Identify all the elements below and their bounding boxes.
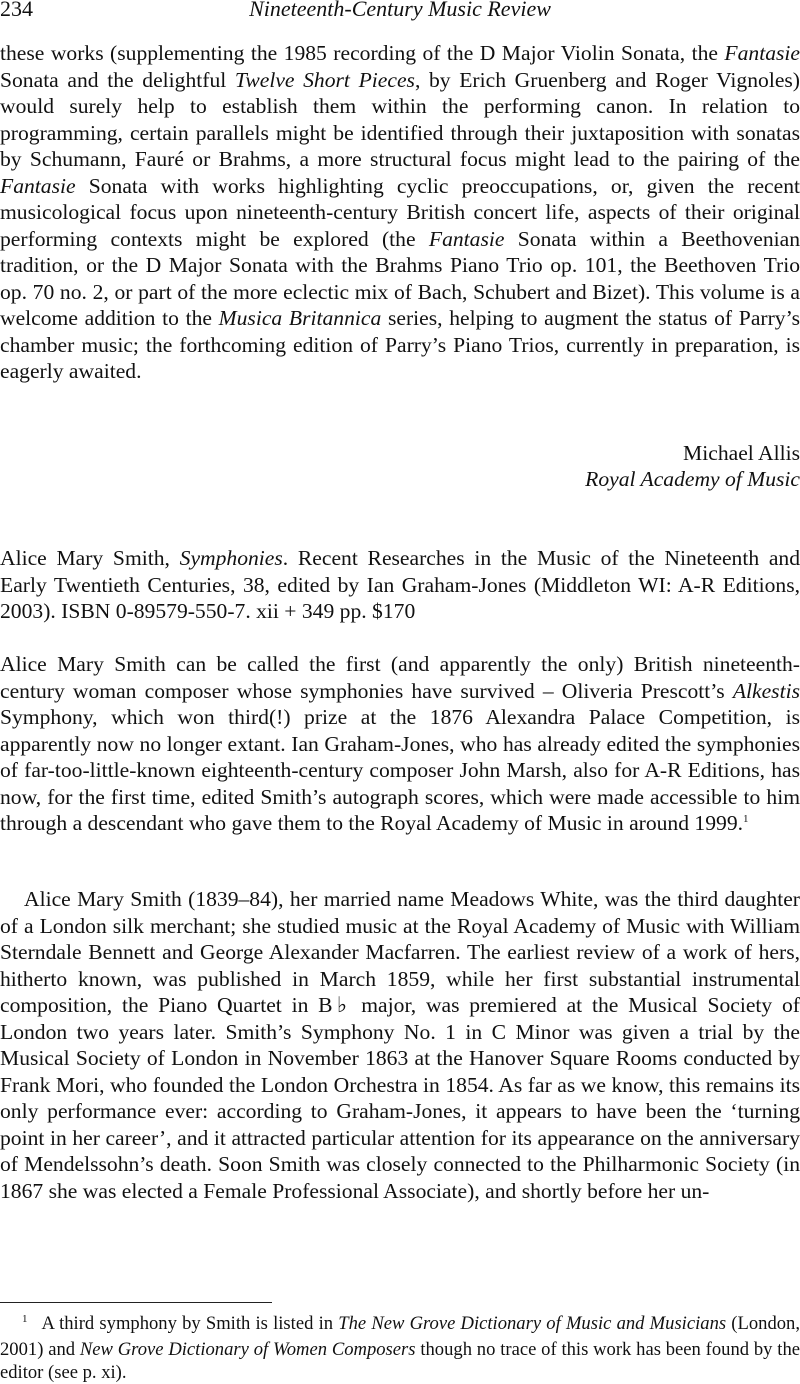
footnote-ref: 1 <box>743 813 749 825</box>
text-span: Sonata with works highlighting cyclic preoccupations, or, given the recent musicological focus upon nineteenth-century British concert life, aspects of their original performing contexts might be explored (the <box>0 173 800 251</box>
italic-span: New Grove Dictionary of Women Composers <box>79 1339 416 1360</box>
italic-span: Fantasie <box>0 173 76 198</box>
text-span: Symphony, which won third(!) prize at the 1876 Alexandra Palace Competition, is apparently now no longer extant. Ian Graham-Jones, who has already edited the symphonies of far-too-little-known eighteenth-century composer John Marsh, also for A-R Editions, has now, for the first time, edited Smith’s autograph scores, which were made accessible to him through a descendant who gave them to the Royal Academy of Music in around 1999. <box>0 705 800 835</box>
text-span: Sonata within a Beethovenian tradition, or the D Major Sonata with the Brahms Piano Trio op. 101, the Beethoven Trio op. 70 no. 2, or part of the more eclectic mix of Bach, Schubert and Bizet). This volume is a welcome addition to the <box>0 226 800 330</box>
page-number: 234 <box>0 0 33 21</box>
text-span: Sonata and the delightful <box>0 67 235 92</box>
running-title: Nineteenth-Century Music Review <box>249 0 551 21</box>
text-span: A third symphony by Smith is listed in <box>41 1313 339 1334</box>
reviewer-affiliation: Royal Academy of Music <box>585 467 800 491</box>
italic-span: Musica Britannica <box>218 306 382 330</box>
italic-span: Alkestis <box>732 678 800 703</box>
review2-paragraph-2 <box>0 886 800 1204</box>
review2-paragraph-1 <box>0 651 800 837</box>
text-span: . Recent Researches in the Music of the Nineteenth and Early Twentieth Centuries, 38, edited by Ian Graham-Jones (Middleton WI: A-R Editions, 2003). ISBN 0-89579-550-7. xii + 349 pp. $170 <box>0 546 800 623</box>
running-header <box>0 0 800 26</box>
review2-citation <box>0 545 800 625</box>
italic-span: Twelve Short Pieces <box>234 67 415 92</box>
text-span: (London, 2001) and <box>0 1313 800 1360</box>
text-span: Alice Mary Smith, <box>0 546 180 570</box>
text-span: these works (supplementing the 1985 recording of the D Major Violin Sonata, the <box>0 41 725 65</box>
footnote-text <box>0 1313 800 1383</box>
italic-span: Symphonies <box>179 546 283 570</box>
text-span: , by Erich Gruenberg and Roger Vignoles) would surely help to establish them within the performing canon. In relation to programming, certain parallels might be identified through their juxtaposition with sonatas by Schumann, Fauré or Brahms, a more structural focus might lead to the pairing of the <box>0 67 800 171</box>
italic-span: Fantasie <box>428 226 505 251</box>
italic-span: The New Grove Dictionary of Music and Musicians <box>338 1313 727 1334</box>
text-span: Alice Mary Smith can be called the first (and apparently the only) British nineteenth-century woman composer whose symphonies have survived – Oliveria Prescott’s <box>0 652 800 703</box>
text-span: though no trace of this work has been found by the editor (see p. xi). <box>0 1339 800 1383</box>
review1-closing-paragraph <box>0 40 800 385</box>
footnote-number: 1 <box>22 1313 28 1325</box>
text-span: series, helping to augment the status of Parry’s chamber music; the forthcoming edition of Parry’s Piano Trios, currently in preparation, is eagerly awaited. <box>0 306 800 383</box>
reviewer-name: Michael Allis <box>683 441 800 465</box>
footnote-divider <box>0 1302 272 1303</box>
text-span: Alice Mary Smith (1839–84), her married name Meadows White, was the third daughter of a London silk merchant; she studied music at the Royal Academy of Music with William Sterndale Bennett and George Alexander Macfarren. The earliest review of a work of hers, hitherto known, was published in March 1859, while her first substantial instrumental composition, the Piano Quartet in B♭ major, was premiered at the Musical Society of London two years later. Smith’s Symphony No. 1 in C Minor was given a trial by the Musical Society of London in November 1863 at the Hanover Square Rooms conducted by Frank Mori, who founded the London Orchestra in 1854. As far as we know, this remains its only performance ever: according to Graham-Jones, it appears to have been the ‘turning point in her career’, and it attracted particular attention for its appearance on the anniversary of Mendelssohn’s death. Soon Smith was closely connected to the Philharmonic Society (in 1867 she was elected a Female Professional Associate), and shortly before her un- <box>0 887 800 1203</box>
italic-span: Fantasie <box>724 41 800 65</box>
footnote-1 <box>0 1312 800 1384</box>
